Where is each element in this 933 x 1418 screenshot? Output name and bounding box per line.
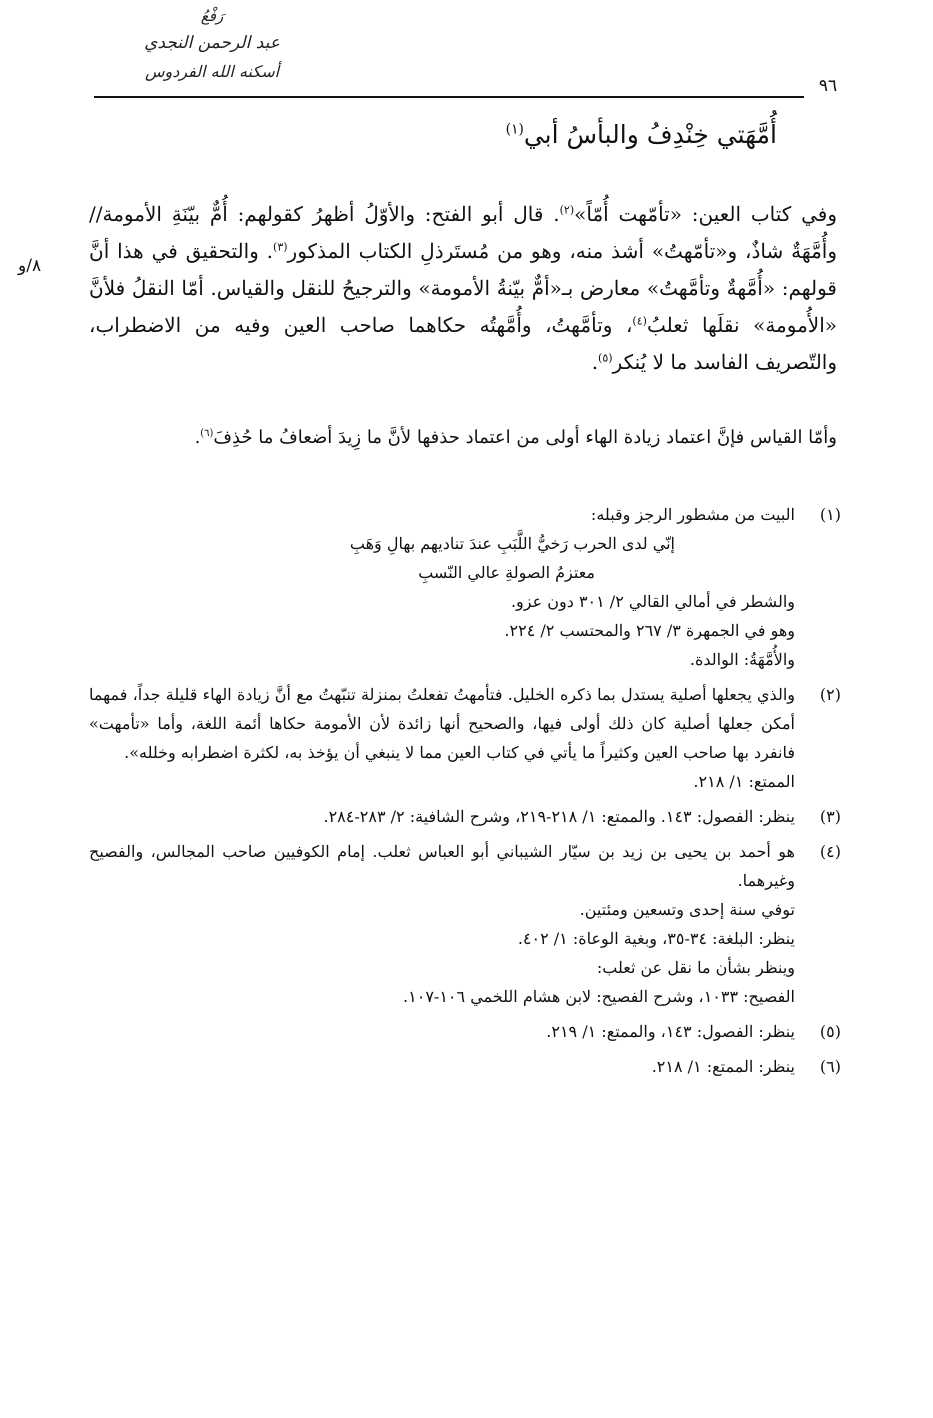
footnote-line: ينظر: الممتع: ١/ ٢١٨. [651,1057,795,1076]
footnote-3 [89,802,841,831]
main-paragraph [89,196,837,381]
footnote-number: (٣) [819,807,841,826]
footnote-line: ينظر: الفصول: ١٤٣، والممتع: ١/ ٢١٩. [546,1022,795,1041]
paragraph-1 [89,196,837,381]
verse-line: معتزمُ الصولةِ عالي النّسبِ [418,563,595,582]
text-run: . [194,427,201,448]
footnote-body [89,500,795,674]
poem-text: أُمَّهَتي خِنْدِفُ والبأسُ أبي [523,120,777,149]
text-run: . والتحقيق في هذا أنَّ قولهم: «أُمَّهةٌ وتأمَّهتُ» معارض بـ«أمٌّ بيّنةُ الأمومة» والترجيحُ للنقل والقياس. أمّا النقلُ فلأنَّ «الأُمومة» نقلَها ثعلبُ [89,239,838,337]
text-run: وفي كتاب العين: «تأمّهت أُمّاً» [574,202,837,226]
footnote-2 [89,680,841,796]
footnote-5 [89,1017,841,1046]
header-rule [94,96,804,98]
footnote-line: هو أحمد بن يحيى بن زيد بن سيّار الشيباني أبو العباس ثعلب. إمام الكوفيين صاحب المجالس، والفصيح وغيرهما. [89,842,795,890]
footnote-body [89,802,795,831]
footnote-ref: (٣) [273,240,288,254]
footnote-line: والذي يجعلها أصلية يستدل بما ذكره الخليل. فتأمهتُ تفعلتُ بمنزلة تنبّهتُ مع أنَّ زيادة الهاء قليلة جداً، فمهما أمكن جعلها أصلية كان ذلك أولى فيها، والصحيح أنها زائدة لأن الأمومة حكاها أئمة اللغة، وأما «تأمهت» فانفرد بها صاحب العين وكثيراً ما يأتي في كتاب العين مما لا ينبغي أن يؤخذ به، لكثرة اضطرابه وخلله». [89,685,796,762]
text-run: . قال أبو الفتح: والأوّلُ أظهرُ كقولهم: أُمٌّ بيّنَةِ الأمومة// وأُمَّهَةٌ شاذٌ، و«تأمّهتُ» أشذ منه، وهو من مُستَرذلِ الكتاب المذكور [89,202,838,263]
footnote-ref: (٦) [200,428,214,439]
footnote-line: وينظر بشأن ما نقل عن ثعلب: [596,958,795,977]
footnote-6 [89,1052,841,1081]
footnote-body [89,1052,795,1081]
footnote-body [89,837,795,1011]
footnote-line: وهو في الجمهرة ٣/ ٢٦٧ والمحتسب ٢/ ٢٢٤. [504,621,795,640]
footnote-number: (٦) [819,1057,841,1076]
text-run: ، وتأمَّهتُ، وأُمَّهتُه حكاهما صاحب العين وفيه من الاضطراب، والتّصريف الفاسد ما لا يُنكر [89,313,837,374]
footnote-4 [89,837,841,1011]
second-paragraph [89,420,837,456]
stamp-line-1: رَفْعُ [200,7,224,25]
footnote-line: والشطر في أمالي القالي ٢/ ٣٠١ دون عزو. [510,592,795,611]
footnote-body [89,1017,795,1046]
footnote-1 [89,500,841,674]
page-number: ٩٦ [818,76,838,96]
footnote-line: توفي سنة إحدى وتسعين ومئتين. [579,900,795,919]
text-run: . [591,350,599,374]
verse-line: إنّي لدى الحرب رَخيُّ اللَّبَبِ عندَ تناديهم بهالِ وَهَبِ [349,534,675,553]
footnote-line: والأُمَّهَةُ: الوالدة. [689,650,795,669]
footnote-line: ينظر: الفصول: ١٤٣. والممتع: ١/ ٢١٨-٢١٩، وشرح الشافية: ٢/ ٢٨٣-٢٨٤. [323,807,795,826]
stamp-line-3: أسكنه الله الفردوس [144,62,280,81]
footnote-number: (٤) [819,842,841,861]
footnote-number: (٢) [819,685,841,704]
footnote-ref: (٤) [632,314,647,328]
footnote-ref: (٥) [598,351,613,365]
stamp-line-2: عبد الرحمن النجدي [144,33,280,53]
footnote-number: (٥) [819,1022,841,1041]
footnote-ref: (٢) [559,203,575,217]
footnote-line: ينظر: البلغة: ٣٤-٣٥، وبغية الوعاة: ١/ ٤٠٢. [517,929,795,948]
paragraph-2 [89,420,837,456]
footnotes [89,500,841,1087]
footnote-body [89,680,795,796]
footnote-ref: (١) [505,121,524,138]
library-stamp [112,4,312,96]
margin-note: ٨/و [18,256,42,276]
footnote-line: البيت من مشطور الرجز وقبله: [590,505,795,524]
poem-line [506,120,777,149]
footnote-line: الفصيح: ١٠٣٣، وشرح الفصيح: لابن هشام اللخمي ١٠٦-١٠٧. [403,987,795,1006]
footnote-number: (١) [819,505,841,524]
footnote-line: الممتع: ١/ ٢١٨. [693,772,795,791]
text-run: وأمّا القياس فإنَّ اعتماد زيادة الهاء أولى من اعتماد حذفها لأنَّ ما زِيدَ أضعافُ ما حُذِفَ [213,427,837,448]
